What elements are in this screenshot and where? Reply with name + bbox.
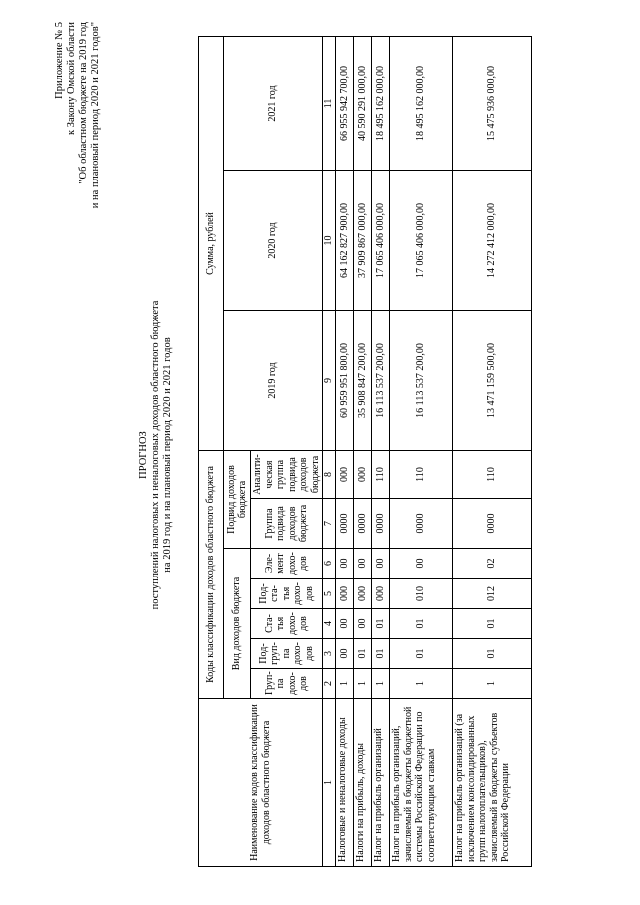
header-sum: Сумма, рублей xyxy=(199,36,224,450)
subtitle-line: на 2019 год и на плановый период 2020 и 2021 годов xyxy=(162,337,173,573)
column-number: 3 xyxy=(323,639,336,669)
row-name: Налог на прибыль организаций (за исключением консолидированных групп налогоплательщиков), зачисляемый в бюджеты субъектов Российской Федерации xyxy=(453,699,532,867)
code-article: 00 xyxy=(336,609,354,639)
code-podvid-group: 0000 xyxy=(453,499,532,549)
document-title: ПРОГНОЗ xyxy=(138,431,149,479)
code-element: 00 xyxy=(372,549,390,579)
row-name: Налог на прибыль организаций, зачисляемый в бюджеты бюджетной системы Российской Федерации по соответствующим ставкам xyxy=(390,699,453,867)
sum-2020: 64 162 827 900,00 xyxy=(336,170,354,310)
code-article: 00 xyxy=(354,609,372,639)
sum-2021: 66 955 942 700,00 xyxy=(336,36,354,170)
column-number: 5 xyxy=(323,579,336,609)
code-group: 1 xyxy=(453,669,532,699)
header-podvid-group: Группа подвида доходов бюджета xyxy=(251,499,323,549)
table-row xyxy=(453,36,532,866)
header-year-2019: 2019 год xyxy=(224,310,323,450)
code-article: 01 xyxy=(372,609,390,639)
code-element: 02 xyxy=(453,549,532,579)
sum-2020: 37 909 867 000,00 xyxy=(354,170,372,310)
code-analytic: 110 xyxy=(372,450,390,498)
code-podvid-group: 0000 xyxy=(336,499,354,549)
code-podvid-group: 0000 xyxy=(390,499,453,549)
forecast-table xyxy=(198,36,532,867)
row-name: Налоговые и неналоговые доходы xyxy=(336,699,354,867)
code-podvid-group: 0000 xyxy=(354,499,372,549)
column-number-row xyxy=(323,36,336,866)
appendix-line: и на плановый период 2020 и 2021 годов" xyxy=(90,22,101,209)
appendix-line: к Закону Омской области xyxy=(66,22,77,136)
code-subarticle: 000 xyxy=(336,579,354,609)
appendix-note xyxy=(54,22,102,362)
column-number: 11 xyxy=(323,36,336,170)
sum-2021: 40 590 291 000,00 xyxy=(354,36,372,170)
code-article: 01 xyxy=(390,609,453,639)
header-subgroup: Под-груп-па дохо-дов xyxy=(251,639,323,669)
code-subgroup: 00 xyxy=(336,639,354,669)
code-subarticle: 012 xyxy=(453,579,532,609)
sum-2021: 15 475 936 000,00 xyxy=(453,36,532,170)
header-codes: Коды классификации доходов областного бюджета xyxy=(199,450,224,698)
column-number: 7 xyxy=(323,499,336,549)
code-subarticle: 000 xyxy=(372,579,390,609)
header-name: Наименование кодов классификации доходов областного бюджета xyxy=(199,699,323,867)
code-element: 00 xyxy=(390,549,453,579)
column-number: 6 xyxy=(323,549,336,579)
sum-2019: 35 908 847 200,00 xyxy=(354,310,372,450)
sum-2020: 17 065 406 000,00 xyxy=(390,170,453,310)
row-name: Налог на прибыль организаций xyxy=(372,699,390,867)
header-podvid: Подвид доходов бюджета xyxy=(224,450,251,548)
column-number: 1 xyxy=(323,699,336,867)
code-element: 00 xyxy=(354,549,372,579)
code-article: 01 xyxy=(453,609,532,639)
sum-2020: 17 065 406 000,00 xyxy=(372,170,390,310)
sum-2019: 13 471 159 500,00 xyxy=(453,310,532,450)
column-number: 2 xyxy=(323,669,336,699)
sum-2021: 18 495 162 000,00 xyxy=(372,36,390,170)
code-group: 1 xyxy=(372,669,390,699)
code-group: 1 xyxy=(354,669,372,699)
sum-2020: 14 272 412 000,00 xyxy=(453,170,532,310)
code-analytic: 000 xyxy=(354,450,372,498)
table-row xyxy=(354,36,372,866)
header-group: Груп-па дохо-дов xyxy=(251,669,323,699)
table-row xyxy=(372,36,390,866)
code-group: 1 xyxy=(336,669,354,699)
header-vid: Вид доходов бюджета xyxy=(224,549,251,699)
code-analytic: 110 xyxy=(453,450,532,498)
subtitle-line: поступлений налоговых и неналоговых доходов областного бюджета xyxy=(150,300,161,610)
sum-2019: 16 113 537 200,00 xyxy=(372,310,390,450)
header-subarticle: Под-ста-тья дохо-дов xyxy=(251,579,323,609)
code-subgroup: 01 xyxy=(354,639,372,669)
code-subgroup: 01 xyxy=(390,639,453,669)
code-subarticle: 000 xyxy=(354,579,372,609)
code-element: 00 xyxy=(336,549,354,579)
document-subtitle xyxy=(150,195,174,715)
header-article: Ста-тья дохо-дов xyxy=(251,609,323,639)
code-group: 1 xyxy=(390,669,453,699)
sum-2021: 18 495 162 000,00 xyxy=(390,36,453,170)
code-analytic: 110 xyxy=(390,450,453,498)
code-subgroup: 01 xyxy=(453,639,532,669)
header-analytic-group: Аналити-ческая группа подвида доходов бюджета xyxy=(251,450,323,498)
appendix-line: Приложение № 5 xyxy=(54,22,65,99)
table-row xyxy=(390,36,453,866)
column-number: 8 xyxy=(323,450,336,498)
header-element: Эле-мент дохо-дов xyxy=(251,549,323,579)
table-row xyxy=(336,36,354,866)
sum-2019: 60 959 951 800,00 xyxy=(336,310,354,450)
row-name: Налоги на прибыль, доходы xyxy=(354,699,372,867)
code-subarticle: 010 xyxy=(390,579,453,609)
code-analytic: 000 xyxy=(336,450,354,498)
header-year-2021: 2021 год xyxy=(224,36,323,170)
column-number: 4 xyxy=(323,609,336,639)
column-number: 10 xyxy=(323,170,336,310)
code-podvid-group: 0000 xyxy=(372,499,390,549)
code-subgroup: 01 xyxy=(372,639,390,669)
appendix-line: "Об областном бюджете на 2019 год xyxy=(78,22,89,184)
column-number: 9 xyxy=(323,310,336,450)
header-year-2020: 2020 год xyxy=(224,170,323,310)
sum-2019: 16 113 537 200,00 xyxy=(390,310,453,450)
